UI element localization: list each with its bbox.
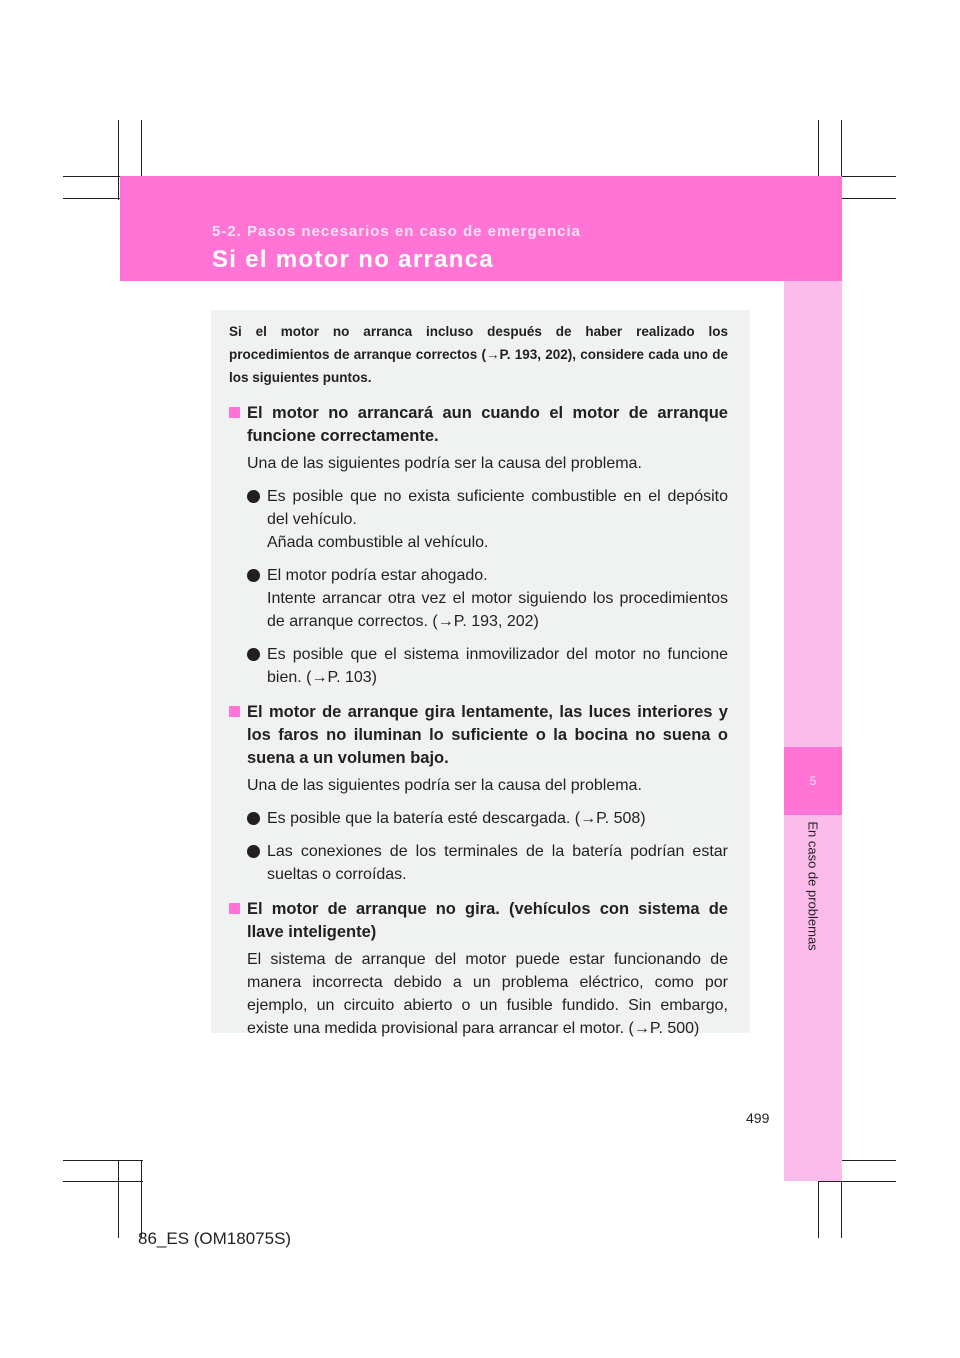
circle-bullet-icon: [247, 490, 260, 503]
chapter-sidebar: [784, 281, 842, 1181]
circle-bullet-icon: [247, 569, 260, 582]
circle-bullet-icon: [247, 648, 260, 661]
crop-mark: [63, 1181, 143, 1182]
bullet-item: [247, 564, 728, 633]
bullet-text: Es posible que el sistema inmovilizador del motor no funcione bien. (→P. 103): [267, 646, 728, 686]
chapter-label: En caso de problemas: [805, 821, 821, 951]
lead-text: Una de las siguientes podría ser la causa del problema.: [247, 455, 642, 472]
bullet-item: [247, 485, 728, 554]
section-heading: [229, 402, 728, 448]
chapter-tab: 5: [784, 747, 842, 815]
page-number: 499: [746, 1110, 770, 1126]
bullet-text: Intente arrancar otra vez el motor siguiendo los procedimientos de arranque correctos. (→P. 193, 202): [267, 590, 728, 630]
document-id: 86_ES (OM18075S): [138, 1229, 292, 1248]
crop-mark: [118, 1160, 119, 1238]
heading-text: El motor no arrancará aun cuando el motor de arranque funcione correctamente.: [247, 404, 728, 445]
heading-text: El motor de arranque gira lentamente, las luces interiores y los faros no iluminan lo suficiente o la bocina no suena o suena a un volumen bajo.: [247, 703, 728, 767]
lead-text: Una de las siguientes podría ser la causa del problema.: [247, 777, 642, 794]
square-bullet-icon: [229, 407, 240, 418]
bullet-text: Las conexiones de los terminales de la batería podrían estar sueltas o corroídas.: [267, 843, 728, 883]
page-header: [120, 176, 842, 281]
bullet-text: Es posible que la batería esté descargada. (→P. 508): [267, 810, 646, 827]
bullet-text: Es posible que no exista suficiente combustible en el depósito del vehículo.: [267, 488, 728, 528]
content-box: [211, 310, 750, 1037]
section-label: 5-2. Pasos necesarios en caso de emergencia: [212, 223, 582, 240]
crop-mark: [141, 1160, 142, 1238]
intro-text: Si el motor no arranca incluso después de haber realizado los procedimientos de arranque correctos (→P. 193, 202), considere cada uno de los siguientes puntos.: [229, 324, 728, 385]
section-heading: [229, 898, 728, 944]
square-bullet-icon: [229, 706, 240, 717]
crop-mark: [118, 120, 119, 200]
lead-text: El sistema de arranque del motor puede estar funcionando de manera incorrecta debido a un problema eléctrico, como por ejemplo, un circuito abierto o un fusible fundido. Sin embargo, existe una medida provisional para arrancar el motor. (→P. 500): [247, 951, 728, 1037]
bullet-item: [247, 807, 728, 830]
bullet-text: El motor podría estar ahogado.: [267, 567, 488, 584]
bullet-item: [247, 643, 728, 689]
circle-bullet-icon: [247, 812, 260, 825]
crop-mark: [818, 1181, 896, 1182]
bullet-text: Añada combustible al vehículo.: [267, 534, 489, 551]
circle-bullet-icon: [247, 845, 260, 858]
section-heading: [229, 701, 728, 770]
bullet-item: [247, 840, 728, 886]
crop-mark: [63, 1160, 143, 1161]
page-title: Si el motor no arranca: [212, 246, 495, 273]
square-bullet-icon: [229, 903, 240, 914]
heading-text: El motor de arranque no gira. (vehículos con sistema de llave inteligente): [247, 900, 728, 941]
